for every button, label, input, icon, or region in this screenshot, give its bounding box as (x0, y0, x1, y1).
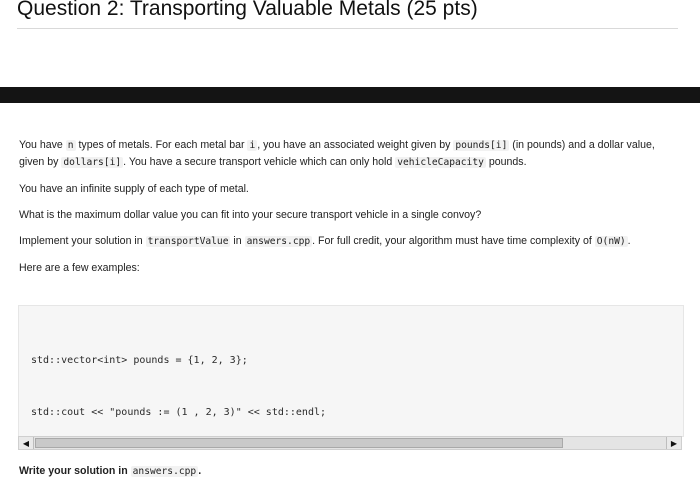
scrollbar-thumb[interactable] (35, 438, 563, 448)
text: in (230, 235, 245, 247)
scroll-right-arrow-icon[interactable]: ▶ (666, 437, 681, 449)
code-line: std::vector<int> pounds = {1, 2, 3}; (31, 354, 248, 366)
text: . (198, 465, 202, 477)
inline-code-vehicle-capacity: vehicleCapacity (397, 157, 484, 168)
inline-code-i: i (249, 140, 256, 151)
text: Write your solution in (19, 465, 131, 477)
inline-code-complexity: O(nW) (596, 236, 626, 247)
section-divider-bar (0, 87, 700, 103)
scroll-left-arrow-icon[interactable]: ◀ (19, 437, 34, 449)
inline-code-dollars: dollars[i] (63, 157, 122, 168)
inline-code-function: transportValue (147, 236, 229, 247)
code-lines (31, 317, 657, 437)
inline-code-file: answers.cpp (246, 236, 311, 247)
title-divider (17, 28, 678, 29)
text: . (627, 235, 631, 247)
question-title: Question 2: Transporting Valuable Metals (25 pts) (17, 0, 478, 20)
text: Implement your solution in (19, 235, 146, 247)
text: . For full credit, your algorithm must have time complexity of (312, 235, 595, 247)
text: (in pounds) and a dollar value, given by (19, 139, 655, 168)
inline-code-pounds: pounds[i] (455, 140, 508, 151)
code-example-block[interactable] (18, 305, 684, 437)
code-line: std::cout << "pounds := (1 , 2, 3)" << std::endl; (31, 407, 327, 419)
text: types of metals. For each metal bar (75, 139, 248, 151)
question-paragraph: What is the maximum dollar value you can fit into your secure transport vehicle in a single convoy? (19, 209, 482, 221)
text: pounds. (485, 156, 527, 168)
horizontal-scrollbar[interactable] (18, 436, 682, 450)
question-body (19, 137, 683, 286)
text: , you have an associated weight given by (257, 139, 454, 151)
footer-instruction (19, 465, 201, 477)
inline-code-file: answers.cpp (132, 466, 197, 477)
text: You have (19, 139, 66, 151)
intro-paragraph (19, 137, 683, 171)
infinite-supply-paragraph: You have an infinite supply of each type of metal. (19, 183, 249, 195)
implementation-paragraph (19, 233, 683, 250)
inline-code-n: n (67, 140, 74, 151)
examples-intro: Here are a few examples: (19, 262, 140, 274)
text: . You have a secure transport vehicle which can only hold (123, 156, 396, 168)
